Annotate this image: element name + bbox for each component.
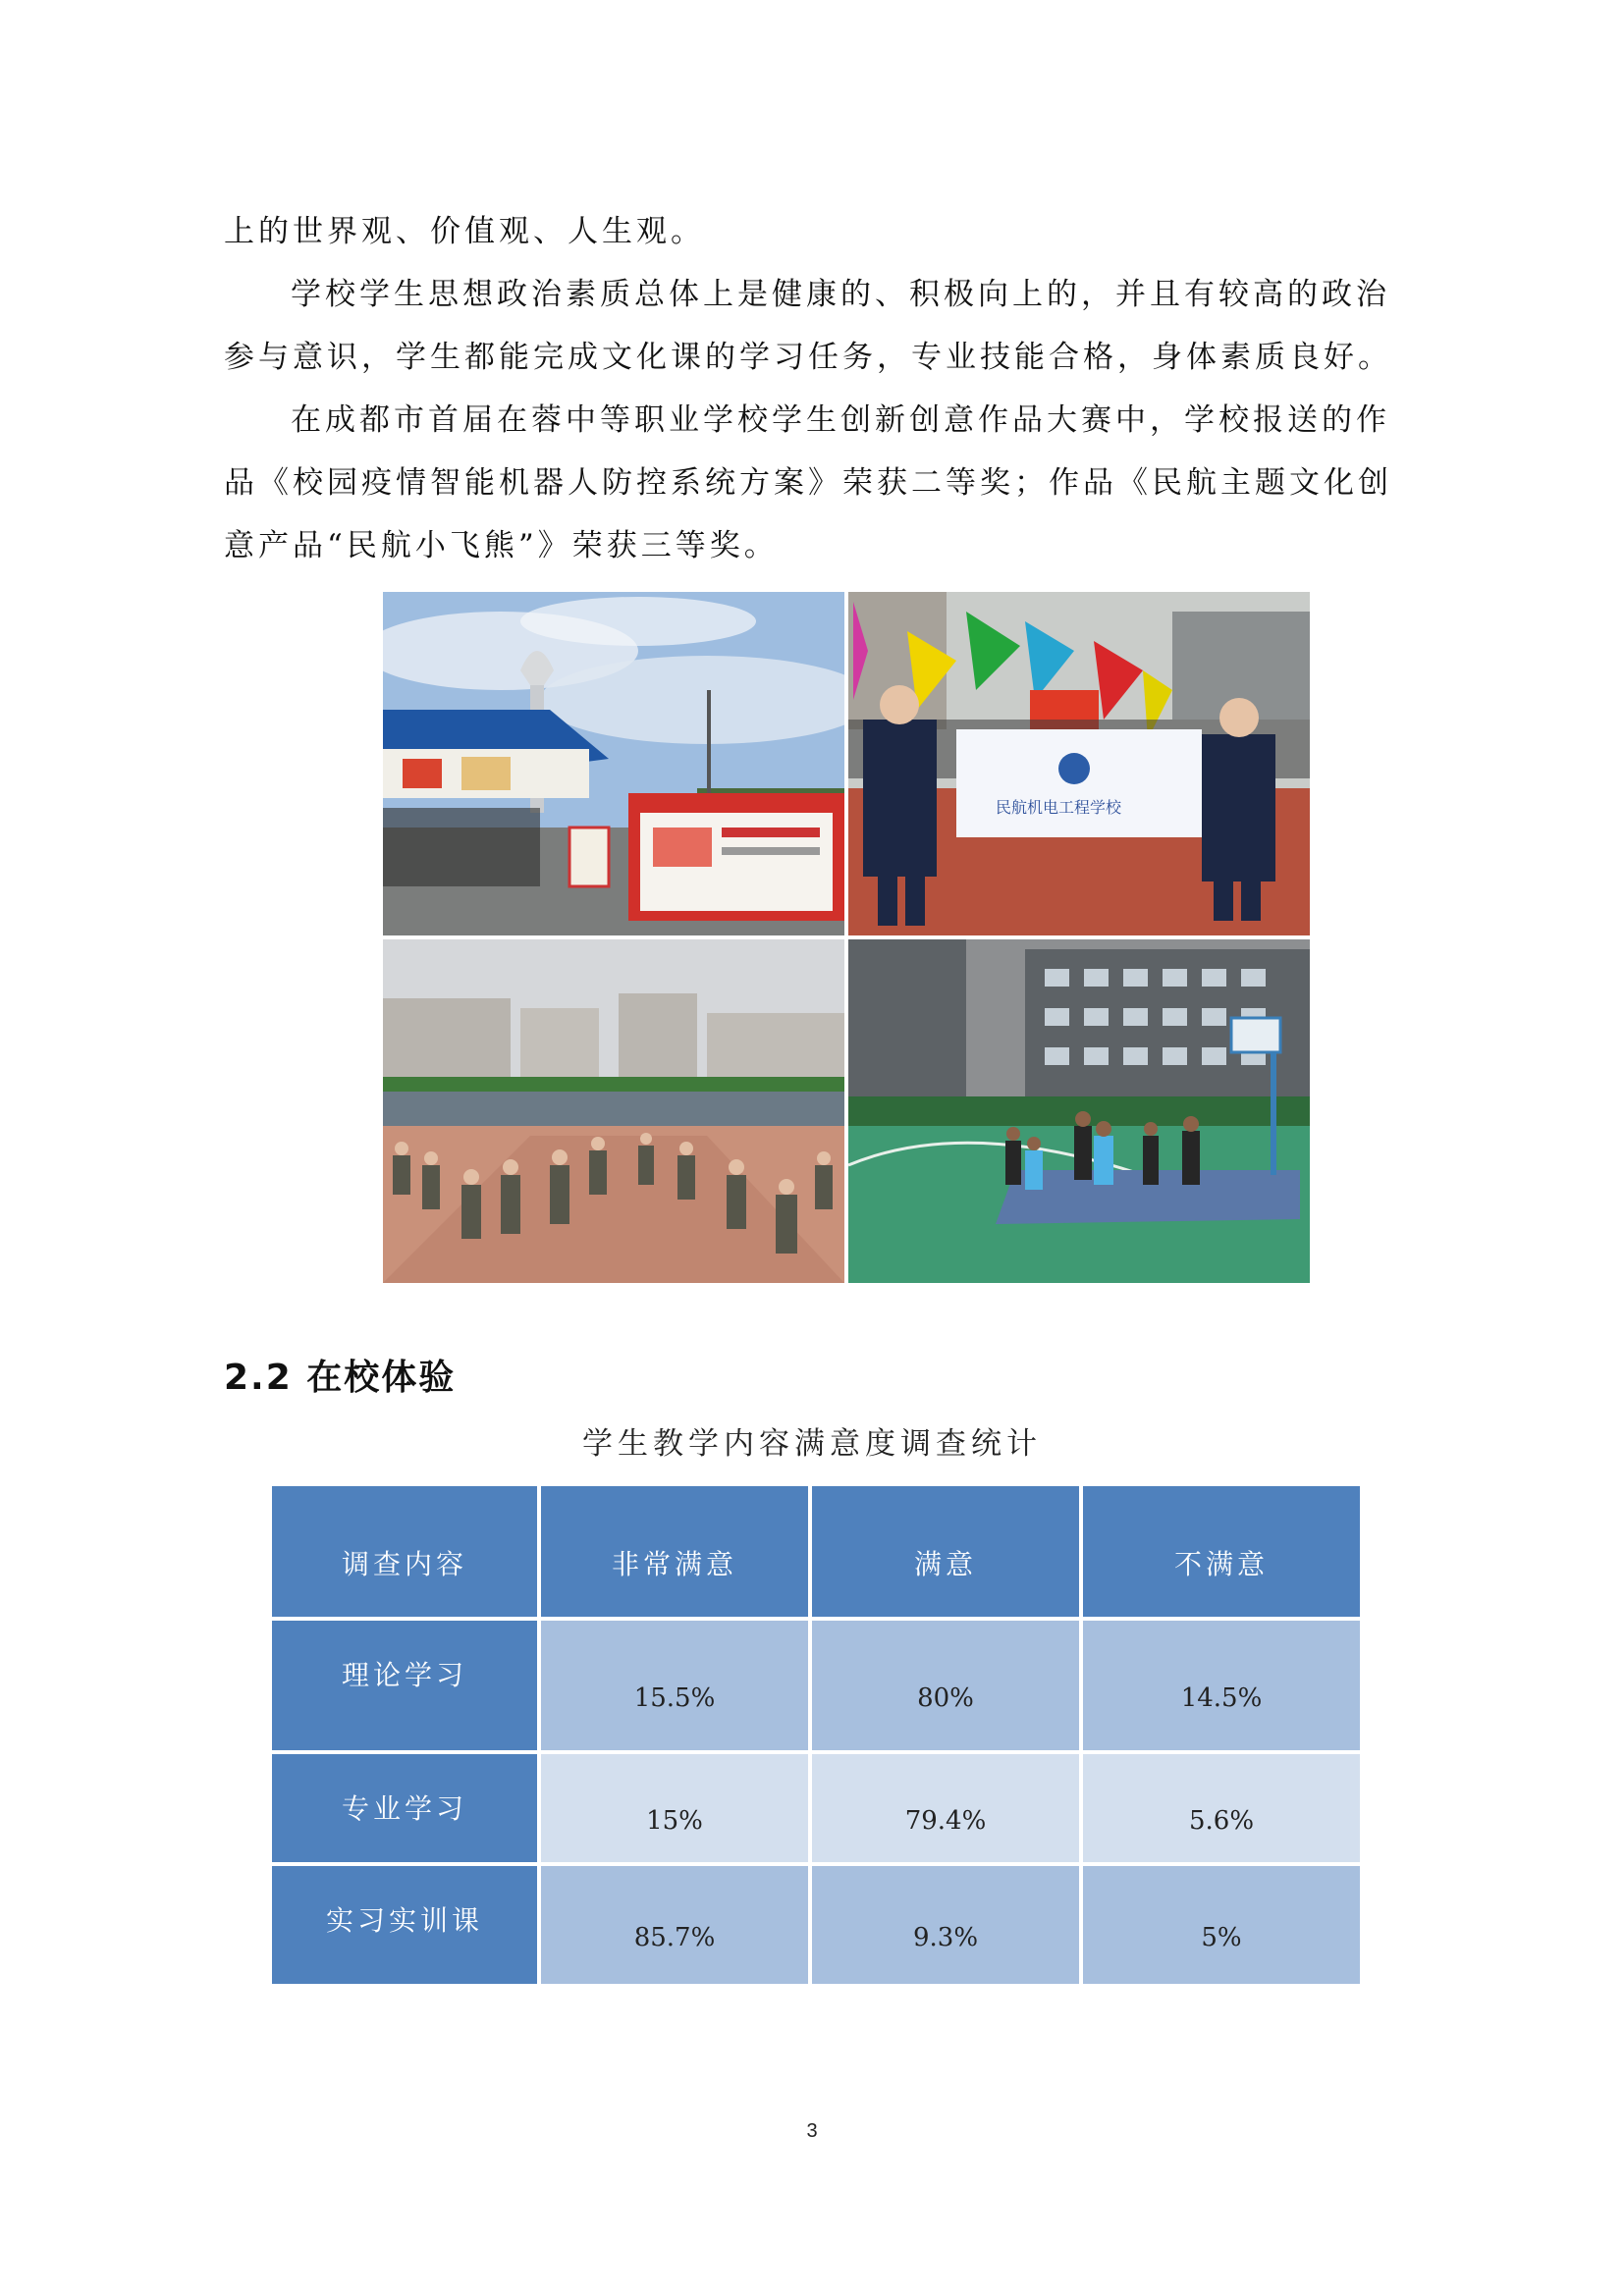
cell-value: 15% xyxy=(541,1754,808,1862)
paragraph-competition-awards: 在成都市首届在蓉中等职业学校学生创新创意作品大赛中，学校报送的作品《校园疫情智能机器人防控系统方案》荣获二等奖；作品《民航主题文化创意产品“民航小飞熊”》荣获三等奖。 xyxy=(224,402,1392,563)
section-heading: 2.2 在校体验 xyxy=(224,1358,457,1398)
row-label: 实习实训课 xyxy=(272,1866,537,1984)
cell-value: 9.3% xyxy=(812,1866,1079,1984)
paragraph-political-quality: 学校学生思想政治素质总体上是健康的、积极向上的，并且有较高的政治参与意识，学生都能完成文化课的学习任务，专业技能合格，身体素质良好。 xyxy=(224,277,1392,375)
photo-military-training xyxy=(383,939,844,1283)
cell-value: 80% xyxy=(812,1621,1079,1750)
header-survey-item: 调查内容 xyxy=(272,1486,537,1617)
table-row xyxy=(272,1866,1360,1984)
paragraph-continuation: 上的世界观、价值观、人生观。 xyxy=(224,214,705,249)
table-row xyxy=(272,1621,1360,1750)
cell-value: 15.5% xyxy=(541,1621,808,1750)
photo-flag-ceremony xyxy=(848,592,1310,935)
satisfaction-table xyxy=(268,1482,1364,1988)
header-very-satisfied: 非常满意 xyxy=(541,1486,808,1617)
header-unsatisfied: 不满意 xyxy=(1083,1486,1360,1617)
cell-value: 5.6% xyxy=(1083,1754,1360,1862)
table-caption: 学生教学内容满意度调查统计 xyxy=(582,1426,1042,1462)
table-row xyxy=(272,1754,1360,1862)
cell-value: 5% xyxy=(1083,1866,1360,1984)
banner-text: 民航机电工程学校 xyxy=(996,798,1122,817)
photo-collage xyxy=(383,592,1310,1285)
page-number: 3 xyxy=(806,2120,818,2142)
cell-value: 79.4% xyxy=(812,1754,1079,1862)
cell-value: 14.5% xyxy=(1083,1621,1360,1750)
row-label: 理论学习 xyxy=(272,1621,537,1750)
row-label: 专业学习 xyxy=(272,1754,537,1862)
header-satisfied: 满意 xyxy=(812,1486,1079,1617)
photo-basketball-game xyxy=(848,939,1310,1283)
cell-value: 85.7% xyxy=(541,1866,808,1984)
photo-campus-booth xyxy=(383,592,844,935)
